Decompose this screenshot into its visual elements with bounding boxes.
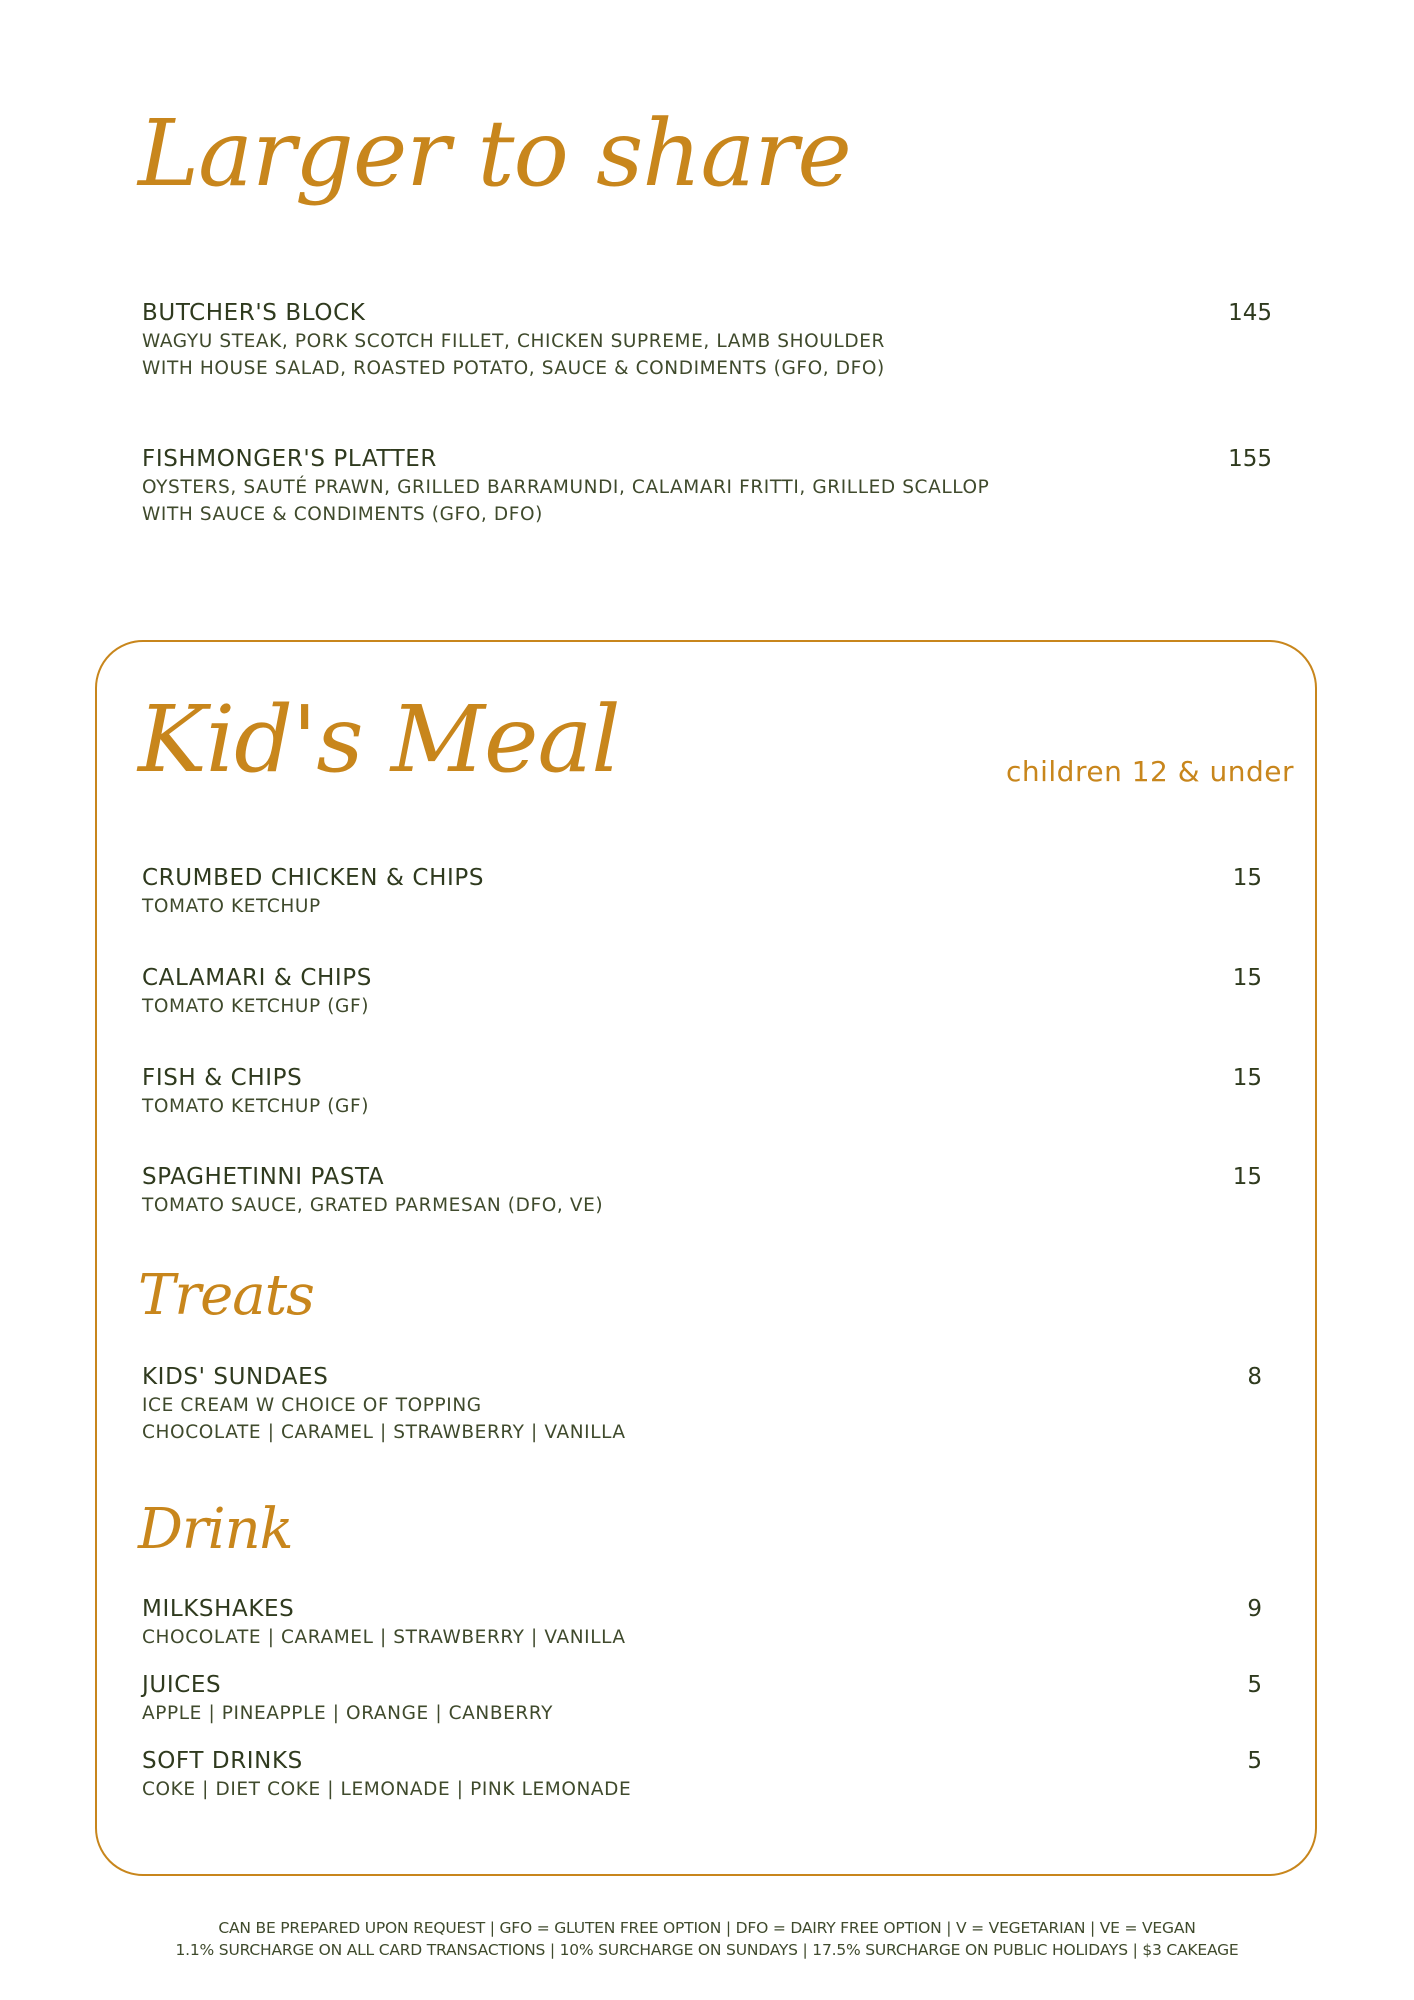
item-desc: OYSTERS, SAUTÉ PRAWN, GRILLED BARRAMUNDI, CALAMARI FRITTI, GRILLED SCALLOP <box>142 476 990 498</box>
menu-item <box>142 1748 1292 1803</box>
item-price: 9 <box>1247 1596 1262 1622</box>
item-name: FISH & CHIPS <box>142 1065 303 1091</box>
menu-item <box>142 1596 1292 1651</box>
menu-item <box>142 1065 1292 1120</box>
item-desc: WITH SAUCE & CONDIMENTS (GFO, DFO) <box>142 503 543 525</box>
item-name: SPAGHETINNI PASTA <box>142 1164 385 1190</box>
section-title-kids-meal: Kid's Meal <box>138 686 620 793</box>
menu-item <box>142 300 1292 382</box>
menu-item <box>142 1364 1292 1446</box>
menu-item <box>142 446 1292 528</box>
item-name: JUICES <box>142 1672 222 1698</box>
section-title-drink: Drink <box>138 1497 293 1562</box>
menu-item <box>142 1164 1292 1219</box>
item-desc: COKE | DIET COKE | LEMONADE | PINK LEMONADE <box>142 1778 632 1800</box>
item-name: SOFT DRINKS <box>142 1748 303 1774</box>
item-price: 15 <box>1232 1164 1262 1190</box>
item-name: BUTCHER'S BLOCK <box>142 300 366 326</box>
section-title-larger-to-share: Larger to share <box>138 100 851 207</box>
item-price: 15 <box>1232 965 1262 991</box>
item-price: 5 <box>1247 1748 1262 1774</box>
item-desc: ICE CREAM W CHOICE OF TOPPING <box>142 1394 482 1416</box>
item-desc: CHOCOLATE | CARAMEL | STRAWBERRY | VANILLA <box>142 1421 626 1443</box>
footer-note-dietary: CAN BE PREPARED UPON REQUEST | GFO = GLUTEN FREE OPTION | DFO = DAIRY FREE OPTION | V = VEGETARIAN | VE = VEGAN <box>218 1919 1196 1937</box>
menu-item <box>142 1672 1292 1727</box>
footer-note-surcharges: 1.1% SURCHARGE ON ALL CARD TRANSACTIONS | 10% SURCHARGE ON SUNDAYS | 17.5% SURCHARGE ON PUBLIC HOLIDAYS | $3 CAKEAGE <box>175 1941 1239 1959</box>
item-price: 8 <box>1247 1364 1262 1390</box>
item-price: 145 <box>1228 300 1272 326</box>
kids-meal-subtitle: children 12 & under <box>1005 755 1294 788</box>
item-name: CRUMBED CHICKEN & CHIPS <box>142 865 485 891</box>
item-name: MILKSHAKES <box>142 1596 295 1622</box>
item-name: FISHMONGER'S PLATTER <box>142 446 437 472</box>
item-name: CALAMARI & CHIPS <box>142 965 372 991</box>
item-desc: WITH HOUSE SALAD, ROASTED POTATO, SAUCE & CONDIMENTS (GFO, DFO) <box>142 357 885 379</box>
item-desc: TOMATO SAUCE, GRATED PARMESAN (DFO, VE) <box>142 1194 604 1216</box>
item-desc: APPLE | PINEAPPLE | ORANGE | CANBERRY <box>142 1702 554 1724</box>
item-price: 5 <box>1247 1672 1262 1698</box>
item-desc: TOMATO KETCHUP (GF) <box>142 995 370 1017</box>
item-desc: WAGYU STEAK, PORK SCOTCH FILLET, CHICKEN SUPREME, LAMB SHOULDER <box>142 330 885 352</box>
item-name: KIDS' SUNDAES <box>142 1364 329 1390</box>
item-desc: CHOCOLATE | CARAMEL | STRAWBERRY | VANILLA <box>142 1626 626 1648</box>
item-price: 15 <box>1232 1065 1262 1091</box>
section-title-treats: Treats <box>138 1263 314 1328</box>
menu-item <box>142 865 1292 920</box>
item-desc: TOMATO KETCHUP (GF) <box>142 1095 370 1117</box>
item-price: 155 <box>1228 446 1272 472</box>
item-price: 15 <box>1232 865 1262 891</box>
menu-item <box>142 965 1292 1020</box>
item-desc: TOMATO KETCHUP <box>142 895 321 917</box>
